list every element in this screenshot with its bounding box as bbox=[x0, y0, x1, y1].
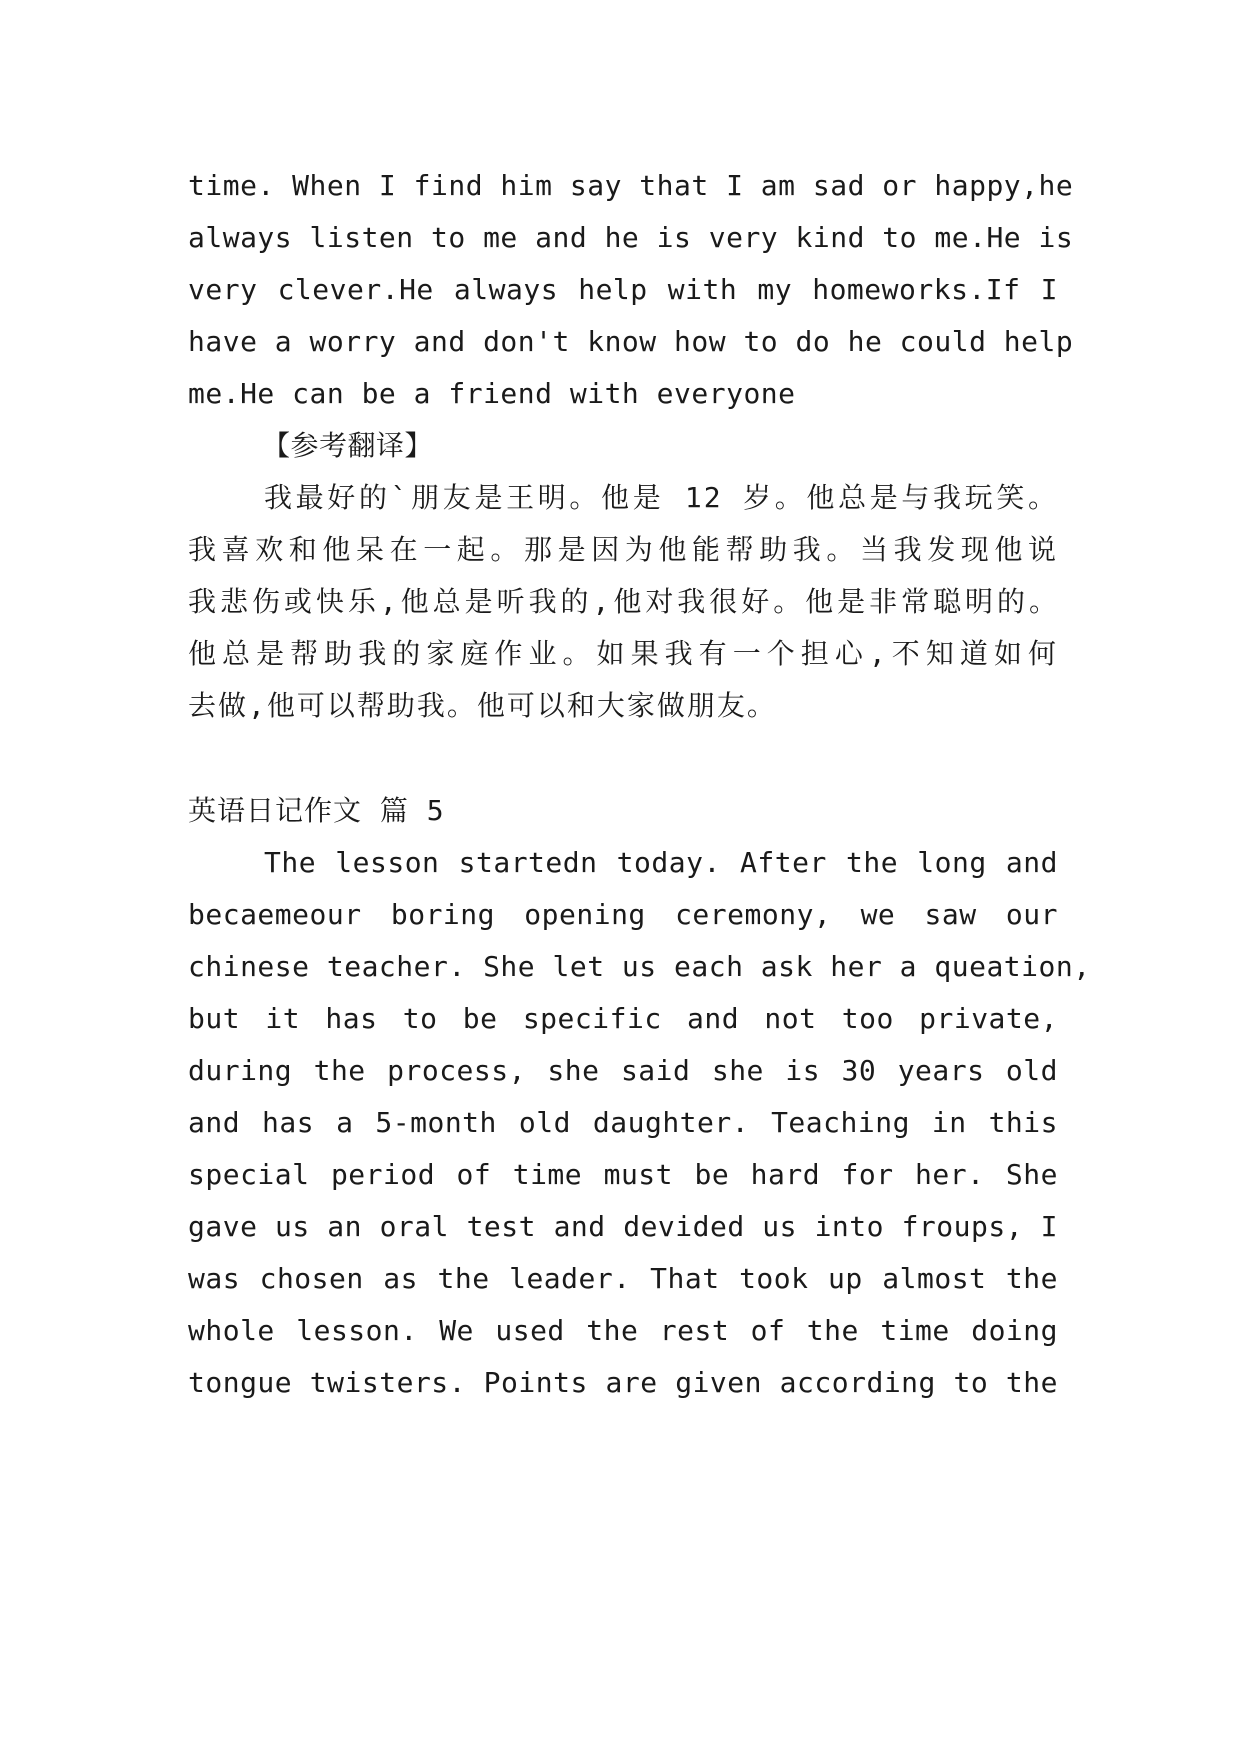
paragraph-a-line-3: very clever.He always help with my homeworks.If I bbox=[188, 273, 1058, 306]
paragraph-a-line-1: time. When I find him say that I am sad or happy,he bbox=[188, 169, 1074, 202]
translation-line-3: 我悲伤或快乐,他总是听我的,他对我很好。他是非常聪明的。 bbox=[188, 585, 1058, 618]
paragraph-a-line-5: me.He can be a friend with everyone bbox=[188, 377, 796, 410]
section-heading: 英语日记作文 篇 5 bbox=[188, 794, 445, 827]
paragraph-b-line-6: and has a 5-month old daughter. Teaching in this bbox=[188, 1106, 1058, 1139]
paragraph-a-line-4: have a worry and don't know how to do he could help bbox=[188, 325, 1074, 358]
paragraph-b-line-9: was chosen as the leader. That took up almost the bbox=[188, 1262, 1058, 1295]
translation-line-4: 他总是帮助我的家庭作业。如果我有一个担心,不知道如何 bbox=[188, 637, 1058, 670]
paragraph-b-line-4: but it has to be specific and not too private, bbox=[188, 1002, 1058, 1035]
paragraph-b-line-7: special period of time must be hard for her. She bbox=[188, 1158, 1058, 1191]
translation-line-2: 我喜欢和他呆在一起。那是因为他能帮助我。当我发现他说 bbox=[188, 533, 1058, 566]
paragraph-b-line-10: whole lesson. We used the rest of the time doing bbox=[188, 1314, 1058, 1347]
paragraph-b-line-11: tongue twisters. Points are given according to the bbox=[188, 1366, 1058, 1399]
translation-line-5: 去做,他可以帮助我。他可以和大家做朋友。 bbox=[188, 689, 777, 722]
translation-line-1: 我最好的`朋友是王明。他是 12 岁。他总是与我玩笑。 bbox=[264, 481, 1058, 514]
paragraph-b-line-8: gave us an oral test and devided us into froups, I bbox=[188, 1210, 1058, 1243]
paragraph-a-line-2: always listen to me and he is very kind to me.He is bbox=[188, 221, 1074, 254]
paragraph-b-line-1: The lesson startedn today. After the long and bbox=[264, 846, 1058, 879]
paragraph-b-line-3: chinese teacher. She let us each ask her a queation, bbox=[188, 950, 1091, 983]
paragraph-b-line-5: during the process, she said she is 30 years old bbox=[188, 1054, 1058, 1087]
translation-label: 【参考翻译】 bbox=[262, 429, 434, 462]
paragraph-b-line-2: becaemeour boring opening ceremony, we saw our bbox=[188, 898, 1058, 931]
